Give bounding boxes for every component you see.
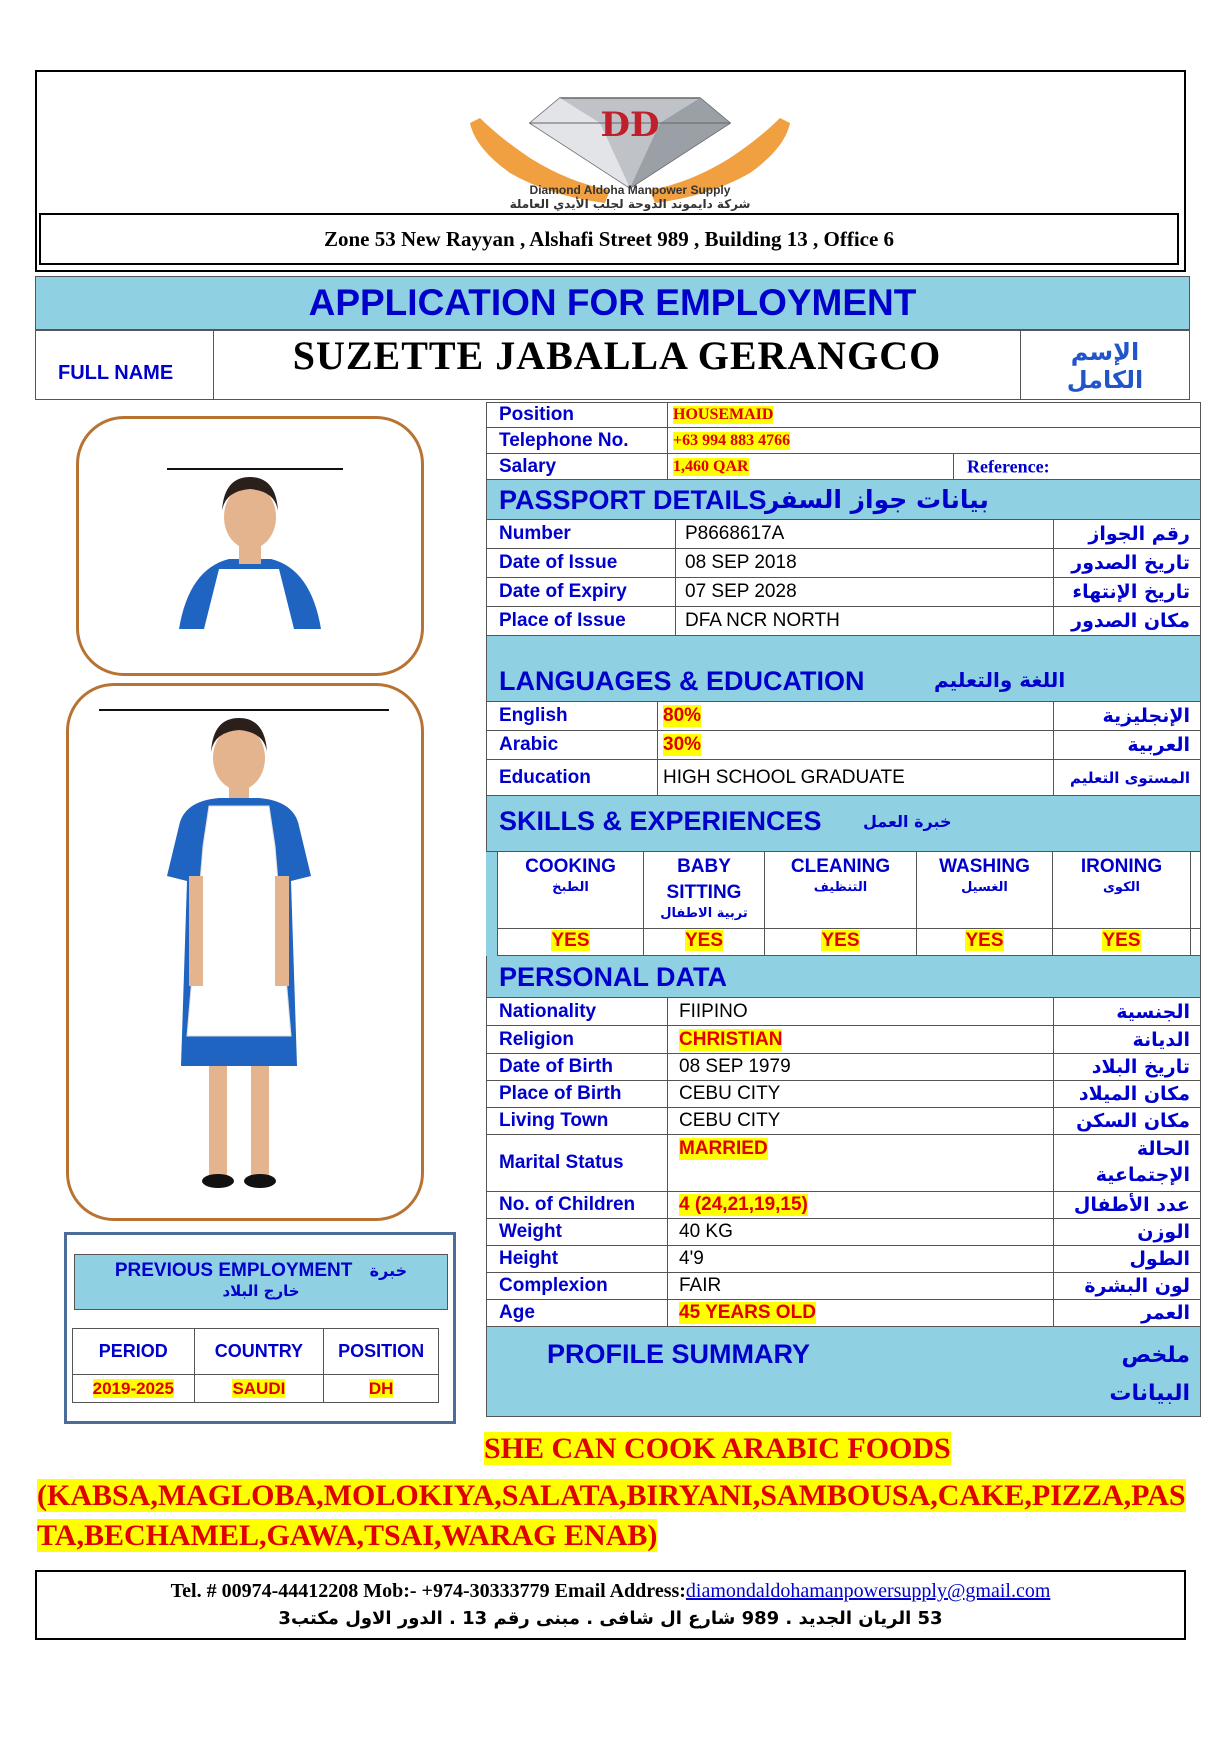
skill-baby-sitting-label: BABY SITTING	[666, 856, 742, 903]
education-value: HIGH SCHOOL GRADUATE	[663, 766, 905, 788]
date-of-expiry-value: 07 SEP 2028	[685, 581, 797, 602]
skill-ironing-label: IRONING	[1080, 856, 1163, 877]
education-label: Education	[499, 766, 591, 788]
skill-baby-sitting	[644, 852, 765, 956]
position-value: HOUSEMAID	[673, 406, 774, 423]
telephone-label: Telephone No.	[499, 429, 629, 451]
skill-ironing-label-ar: الكوى	[1103, 880, 1140, 895]
footer-address-ar: 53 الريان الجديد . 989 شارع ال شافى . مبنى رقم 13 . الدور الاول مكتب3	[278, 1608, 943, 1629]
religion-value: CHRISTIAN	[679, 1028, 783, 1050]
period-value: 2019-2025	[92, 1379, 174, 1398]
children-value: 4 (24,21,19,15)	[679, 1194, 808, 1215]
salary-row	[486, 454, 1201, 480]
nationality-value: FIIPINO	[679, 1000, 748, 1022]
passport-section-header	[486, 480, 1201, 520]
skill-cleaning-label-ar: التنظيف	[813, 880, 868, 895]
previous-employment-table	[72, 1328, 439, 1403]
date-of-birth-value: 08 SEP 1979	[679, 1056, 791, 1077]
profile-summary-header	[486, 1327, 1201, 1417]
passport-number-label-ar: رقم الجواز	[1088, 523, 1190, 545]
position-row	[486, 402, 1201, 428]
personal-row	[486, 1135, 1201, 1192]
table-row	[73, 1375, 439, 1403]
skill-cleaning	[765, 852, 917, 956]
company-address: Zone 53 New Rayyan , Alshafi Street 989 , Building 13 , Office 6	[39, 213, 1179, 265]
salary-value: 1,460 QAR	[673, 457, 749, 475]
weight-label-ar: الوزن	[1137, 1221, 1190, 1243]
arabic-value: 30%	[663, 734, 702, 755]
previous-employment-heading-ar-2: خارج البلاد	[222, 1282, 300, 1300]
skill-baby-sitting-label-ar: تربية الاطفال	[660, 906, 748, 921]
column-header-position: POSITION	[324, 1329, 439, 1375]
education-row	[486, 760, 1201, 796]
weight-value: 40 KG	[679, 1221, 733, 1242]
column-header-period: PERIOD	[73, 1329, 195, 1375]
english-label-ar: الإنجليزية	[1102, 705, 1190, 727]
skills-heading: SKILLS & EXPERIENCES	[499, 806, 822, 836]
date-of-issue-value: 08 SEP 2018	[685, 552, 797, 573]
personal-row	[486, 1246, 1201, 1273]
full-name-value: SUZETTE JABALLA GERANGCO	[292, 332, 942, 378]
religion-label-ar: الديانة	[1132, 1028, 1190, 1051]
children-label: No. of Children	[499, 1194, 636, 1215]
personal-heading: PERSONAL DATA	[499, 962, 728, 992]
applicant-details-panel	[486, 402, 1201, 1417]
skill-washing-label: WASHING	[939, 856, 1030, 877]
previous-employment-heading: PREVIOUS EMPLOYMENT	[114, 1260, 353, 1281]
complexion-label-ar: لون البشرة	[1084, 1275, 1190, 1297]
reference-label: Reference:	[967, 456, 1050, 476]
skill-ironing-value: YES	[1102, 930, 1141, 951]
country-value: SAUDI	[232, 1379, 286, 1398]
age-label-ar: العمر	[1141, 1302, 1190, 1324]
skill-cleaning-label: CLEANING	[790, 856, 891, 877]
profile-summary-line-1	[484, 1432, 951, 1466]
footer-phone: Tel. # 00974-44412208 Mob:- +974-30333779 Email Address:	[170, 1580, 686, 1602]
skill-ironing	[1053, 852, 1191, 956]
education-label-ar: المستوى التعليم	[1070, 768, 1190, 787]
profile-summary-line-2	[37, 1476, 1197, 1556]
passport-row	[486, 578, 1201, 607]
nationality-label: Nationality	[499, 1000, 597, 1022]
full-name-label-ar: الإسم الكامل	[1066, 338, 1144, 394]
skill-cooking-value: YES	[551, 930, 590, 951]
language-row	[486, 702, 1201, 731]
page-title: APPLICATION FOR EMPLOYMENT	[35, 276, 1190, 330]
place-of-issue-label-ar: مكان الصدور	[1071, 610, 1190, 632]
marital-status-label-ar: الحالة	[1136, 1138, 1190, 1160]
personal-row	[486, 1081, 1201, 1108]
footer-contact	[35, 1580, 1186, 1603]
date-of-expiry-label: Date of Expiry	[499, 581, 627, 602]
footer-email-link[interactable]: diamondaldohamanpowersupply@gmail.com	[685, 1580, 1051, 1602]
english-value: 80%	[663, 705, 702, 726]
skills-section-header	[486, 796, 1201, 852]
skill-cooking	[498, 852, 644, 956]
divider	[1020, 330, 1021, 400]
telephone-value: +63 994 883 4766	[673, 431, 791, 449]
skills-heading-ar: خبرة العمل	[863, 812, 952, 831]
personal-row	[486, 1108, 1201, 1135]
profile-heading-ar-2: البيانات	[1109, 1381, 1190, 1406]
height-label-ar: الطول	[1129, 1248, 1190, 1270]
salary-label: Salary	[499, 455, 557, 477]
passport-heading: PASSPORT DETAILS	[499, 485, 767, 515]
place-of-birth-label-ar: مكان الميلاد	[1078, 1083, 1190, 1105]
date-of-expiry-label-ar: تاريخ الإنتهاء	[1072, 581, 1190, 603]
passport-row	[486, 520, 1201, 549]
full-body-photo	[66, 683, 424, 1221]
profile-summary-text-1: SHE CAN COOK ARABIC FOODS	[484, 1432, 951, 1465]
place-of-issue-label: Place of Issue	[499, 610, 626, 631]
passport-number-value: P8668617A	[685, 523, 785, 544]
skill-cooking-label-ar: الطبخ	[552, 880, 589, 895]
living-town-label: Living Town	[499, 1110, 609, 1131]
profile-heading: PROFILE SUMMARY	[547, 1339, 810, 1369]
previous-employment-header	[74, 1254, 448, 1310]
passport-row	[486, 607, 1201, 636]
personal-row	[486, 1219, 1201, 1246]
marital-status-label: Marital Status	[499, 1152, 624, 1173]
position-value: DH	[368, 1379, 394, 1398]
marital-status-value: MARRIED	[679, 1138, 768, 1159]
passport-heading-ar: بيانات جواز السفر	[765, 485, 989, 514]
skill-cooking-label: COOKING	[525, 856, 616, 877]
personal-row	[486, 1300, 1201, 1327]
age-value: 45 YEARS OLD	[679, 1302, 816, 1323]
date-of-issue-label-ar: تاريخ الصدور	[1071, 552, 1190, 574]
personal-row	[486, 1192, 1201, 1219]
personal-row	[486, 1273, 1201, 1300]
languages-heading: LANGUAGES & EDUCATION	[499, 666, 865, 696]
skill-cleaning-value: YES	[821, 930, 860, 951]
passport-row	[486, 549, 1201, 578]
arabic-label-ar: العربية	[1127, 734, 1190, 756]
skill-washing-value: YES	[965, 930, 1004, 951]
living-town-label-ar: مكان السكن	[1076, 1110, 1190, 1132]
arabic-label: Arabic	[499, 734, 559, 755]
marital-status-label-ar-2: الإجتماعية	[1095, 1164, 1190, 1186]
nationality-label-ar: الجنسية	[1116, 1000, 1190, 1023]
complexion-value: FAIR	[679, 1275, 722, 1296]
company-name: Diamond Aldoha Manpower Supply	[529, 183, 731, 197]
place-of-birth-label: Place of Birth	[499, 1083, 622, 1104]
religion-label: Religion	[499, 1028, 574, 1050]
height-label: Height	[499, 1248, 559, 1269]
personal-row	[486, 998, 1201, 1026]
personal-row	[486, 1054, 1201, 1081]
complexion-label: Complexion	[499, 1275, 608, 1296]
skill-washing	[917, 852, 1053, 956]
height-value: 4'9	[679, 1248, 704, 1269]
place-of-issue-value: DFA NCR NORTH	[685, 610, 840, 631]
living-town-value: CEBU CITY	[679, 1110, 781, 1131]
previous-employment-heading-ar: خبرة	[369, 1261, 408, 1280]
passport-number-label: Number	[499, 523, 571, 544]
language-row	[486, 731, 1201, 760]
skill-baby-sitting-value: YES	[684, 930, 724, 951]
portrait-photo	[76, 416, 424, 676]
telephone-row	[486, 428, 1201, 454]
date-of-birth-label-ar: تاريخ البلاد	[1091, 1056, 1190, 1078]
date-of-birth-label: Date of Birth	[499, 1056, 613, 1077]
svg-text:DD: DD	[600, 105, 660, 145]
languages-section-header	[486, 636, 1201, 702]
profile-heading-ar: ملخص	[1121, 1343, 1190, 1368]
full-name-label: FULL NAME	[58, 362, 174, 384]
weight-label: Weight	[499, 1221, 562, 1242]
english-label: English	[499, 705, 568, 726]
column-header-country: COUNTRY	[194, 1329, 324, 1375]
position-label: Position	[499, 404, 574, 425]
personal-row	[486, 1026, 1201, 1054]
profile-summary-text-2: (KABSA,MAGLOBA,MOLOKIYA,SALATA,BIRYANI,SAMBOUSA,CAKE,PIZZA,PASTA,BECHAMEL,GAWA,TSAI,WARAG ENAB)	[37, 1479, 1186, 1552]
date-of-issue-label: Date of Issue	[499, 552, 618, 573]
age-label: Age	[499, 1302, 535, 1323]
place-of-birth-value: CEBU CITY	[679, 1083, 781, 1104]
company-name-ar: شركة دايموند الدوحة لجلب الأيدي العاملة	[509, 197, 751, 211]
skills-grid	[486, 852, 1201, 956]
personal-section-header	[486, 956, 1201, 998]
languages-heading-ar: اللغة والتعليم	[934, 668, 1066, 692]
children-label-ar: عدد الأطفال	[1073, 1194, 1190, 1216]
skill-washing-label-ar: الغسيل	[961, 880, 1008, 895]
